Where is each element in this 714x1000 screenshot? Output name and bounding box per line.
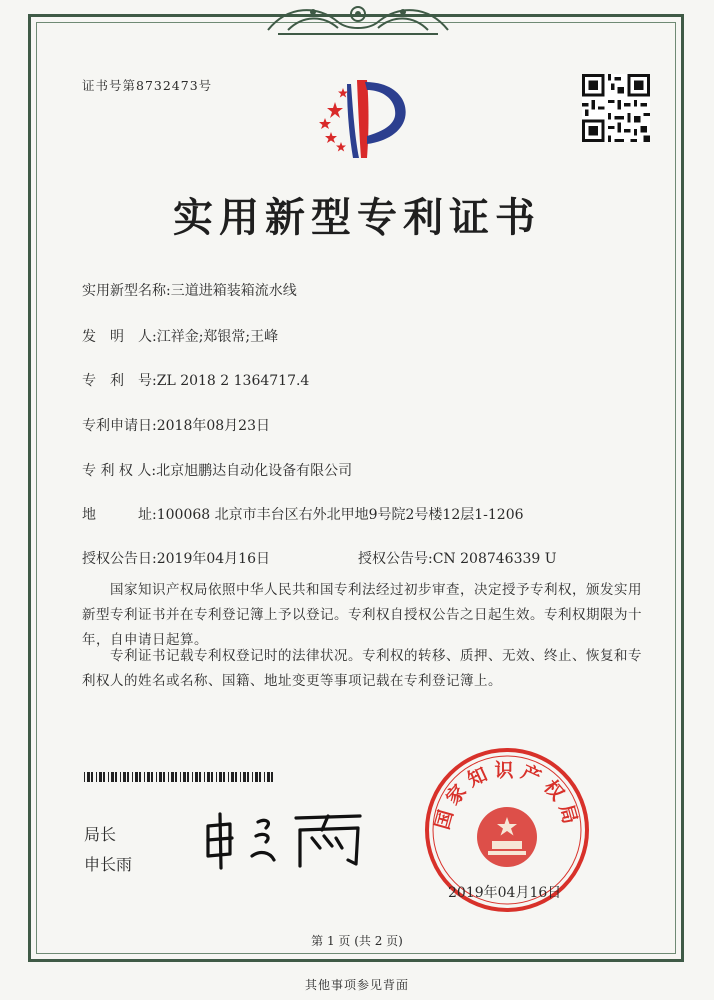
paragraph-grant-statement: 国家知识产权局依照中华人民共和国专利法经过初步审查，决定授予专利权，颁发实用新型专利证书并在专利登记簿上予以登记。专利权自授权公告之日起生效。专利权期限为十年，自申请日起算。 <box>82 582 642 648</box>
field-address <box>82 504 524 524</box>
field-application-date <box>82 415 270 435</box>
field-label: 实用新型名称: <box>82 283 171 299</box>
certificate-number: 证书号第8732473号 <box>82 78 213 93</box>
page-number: 第 1 页 (共 2 页) <box>311 934 403 948</box>
field-label: 发 明 人: <box>82 329 157 345</box>
field-label: 授权公告号: <box>358 551 433 567</box>
field-value: 北京旭鹏达自动化设备有限公司 <box>156 463 353 479</box>
field-label: 授权公告日: <box>82 551 157 567</box>
field-value: ZL 2018 2 1364717.4 <box>156 373 310 389</box>
field-grant-date <box>82 548 270 568</box>
qr-code-icon <box>582 74 650 142</box>
director-signature-icon <box>200 808 370 870</box>
field-value: 三道进箱装箱流水线 <box>170 283 297 299</box>
seal-text: 国家知识产权局 <box>431 759 583 833</box>
director-title: 局长 <box>84 825 117 844</box>
field-value: CN 208746339 U <box>432 551 557 567</box>
field-patentee <box>82 460 352 480</box>
paragraph-legal-status: 专利证书记载专利权登记时的法律状况。专利权的转移、质押、无效、终止、恢复和专利权人的姓名或名称、国籍、地址变更等事项记载在专利登记簿上。 <box>82 648 642 689</box>
field-grant-number <box>358 548 557 568</box>
footer-note: 其他事项参见背面 <box>304 978 409 992</box>
field-value: 100068 北京市丰台区右外北甲地9号院2号楼12层1-1206 <box>156 507 524 523</box>
field-patent-number <box>82 370 309 390</box>
seal-date: 2019年04月16日 <box>448 885 562 901</box>
field-value: 2019年04月16日 <box>156 551 270 567</box>
field-label: 专 利 号: <box>82 373 157 389</box>
field-label: 专利申请日: <box>82 418 157 434</box>
decorative-ornament-icon <box>258 0 458 38</box>
director-name: 申长雨 <box>84 855 133 874</box>
field-utility-model-name <box>82 280 297 300</box>
barcode-icon <box>84 772 276 782</box>
field-label: 地 址: <box>82 507 157 523</box>
field-label: 专 利 权 人: <box>82 463 157 479</box>
document-title: 实用新型专利证书 <box>173 194 541 241</box>
field-value: 江祥金;郑银常;王峰 <box>156 329 279 345</box>
field-inventor <box>82 326 278 346</box>
field-value: 2018年08月23日 <box>156 418 270 434</box>
cnipa-logo-icon <box>305 72 415 164</box>
